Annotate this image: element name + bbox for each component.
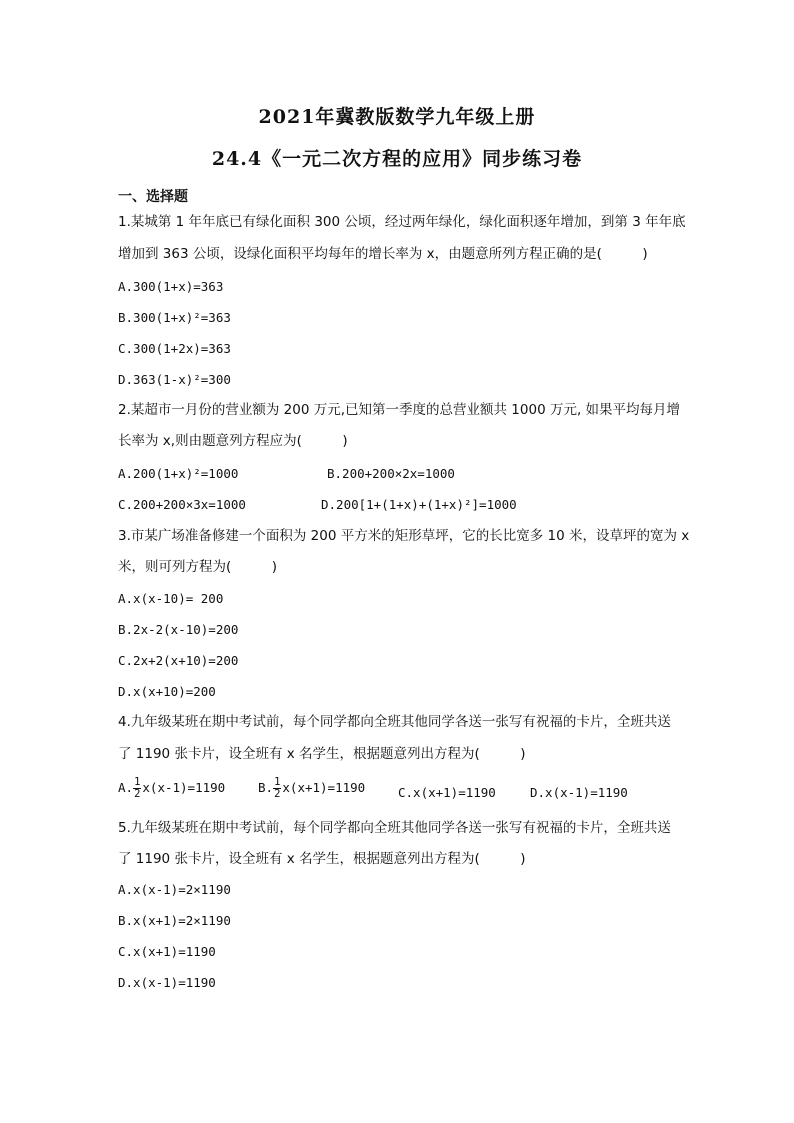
q2-stem-line2: 长率为 x,则由题意列方程应为( )	[118, 433, 348, 449]
q3-option-c: C.2x+2(x+10)=200	[118, 653, 239, 668]
q4-option-a-fraction	[133, 777, 141, 800]
q4-option-d: D.x(x-1)=1190	[530, 785, 628, 800]
q4-option-a-expression: x(x-1)=1190	[142, 780, 226, 796]
q5-stem-line2: 了 1190 张卡片，设全班有 x 名学生，根据题意列出方程为( )	[118, 851, 526, 867]
q3-option-a: A.x(x-10)= 200	[118, 591, 224, 606]
q1-option-d: D.363(1-x)²=300	[118, 372, 231, 387]
q5-option-d: D.x(x-1)=1190	[118, 975, 216, 990]
document-title-line1: 2021年冀教版数学九年级上册	[258, 106, 536, 128]
q2-option-a: A.200(1+x)²=1000	[118, 466, 239, 481]
q5-option-b: B.x(x+1)=2×1190	[118, 913, 231, 928]
q4-stem-line2: 了 1190 张卡片，设全班有 x 名学生，根据题意列出方程为( )	[118, 746, 526, 762]
q1-option-b: B.300(1+x)²=363	[118, 310, 231, 325]
q4-option-a	[118, 777, 225, 800]
q5-option-c: C.x(x+1)=1190	[118, 944, 216, 959]
q4-option-b	[258, 777, 365, 800]
q4-option-b-fraction	[273, 777, 281, 800]
fraction-denominator: 2	[274, 788, 281, 801]
q1-option-c: C.300(1+2x)=363	[118, 341, 231, 356]
q3-stem-line1: 3.市某广场准备修建一个面积为 200 平方米的矩形草坪，它的长比宽多 10 米，设草坪的宽为 x	[118, 528, 690, 544]
q1-stem-line1: 1.某城第 1 年年底已有绿化面积 300 公顷，经过两年绿化，绿化面积逐年增加，到第 3 年年底	[118, 214, 686, 230]
fraction-denominator: 2	[134, 788, 141, 801]
q5-stem-line1: 5.九年级某班在期中考试前，每个同学都向全班其他同学各送一张写有祝福的卡片，全班共送	[118, 820, 671, 836]
q5-option-a: A.x(x-1)=2×1190	[118, 882, 231, 897]
fraction-numerator: 1	[134, 776, 141, 788]
q2-option-b: B.200+200×2x=1000	[327, 466, 455, 481]
q4-stem-line1: 4.九年级某班在期中考试前，每个同学都向全班其他同学各送一张写有祝福的卡片，全班共送	[118, 714, 671, 730]
q3-option-b: B.2x-2(x-10)=200	[118, 622, 239, 637]
q2-stem-line1: 2.某超市一月份的营业额为 200 万元,已知第一季度的总营业额共 1000 万元, 如果平均每月增	[118, 402, 681, 418]
q4-option-a-prefix: A.	[118, 780, 134, 796]
q1-stem-line2: 增加到 363 公顷，设绿化面积平均每年的增长率为 x，由题意所列方程正确的是( )	[118, 246, 648, 262]
q1-option-a: A.300(1+x)=363	[118, 279, 224, 294]
q4-option-c: C.x(x+1)=1190	[398, 785, 496, 800]
q2-option-c: C.200+200×3x=1000	[118, 497, 246, 512]
document-title-line2: 24.4《一元二次方程的应用》同步练习卷	[211, 148, 583, 170]
q4-option-b-prefix: B.	[258, 780, 274, 796]
q3-stem-line2: 米，则可列方程为( )	[118, 559, 278, 575]
section-heading: 一、选择题	[118, 189, 188, 205]
q3-option-d: D.x(x+10)=200	[118, 684, 216, 699]
q4-option-b-expression: x(x+1)=1190	[282, 780, 366, 796]
fraction-numerator: 1	[274, 776, 281, 788]
q2-option-d: D.200[1+(1+x)+(1+x)²]=1000	[321, 497, 517, 512]
